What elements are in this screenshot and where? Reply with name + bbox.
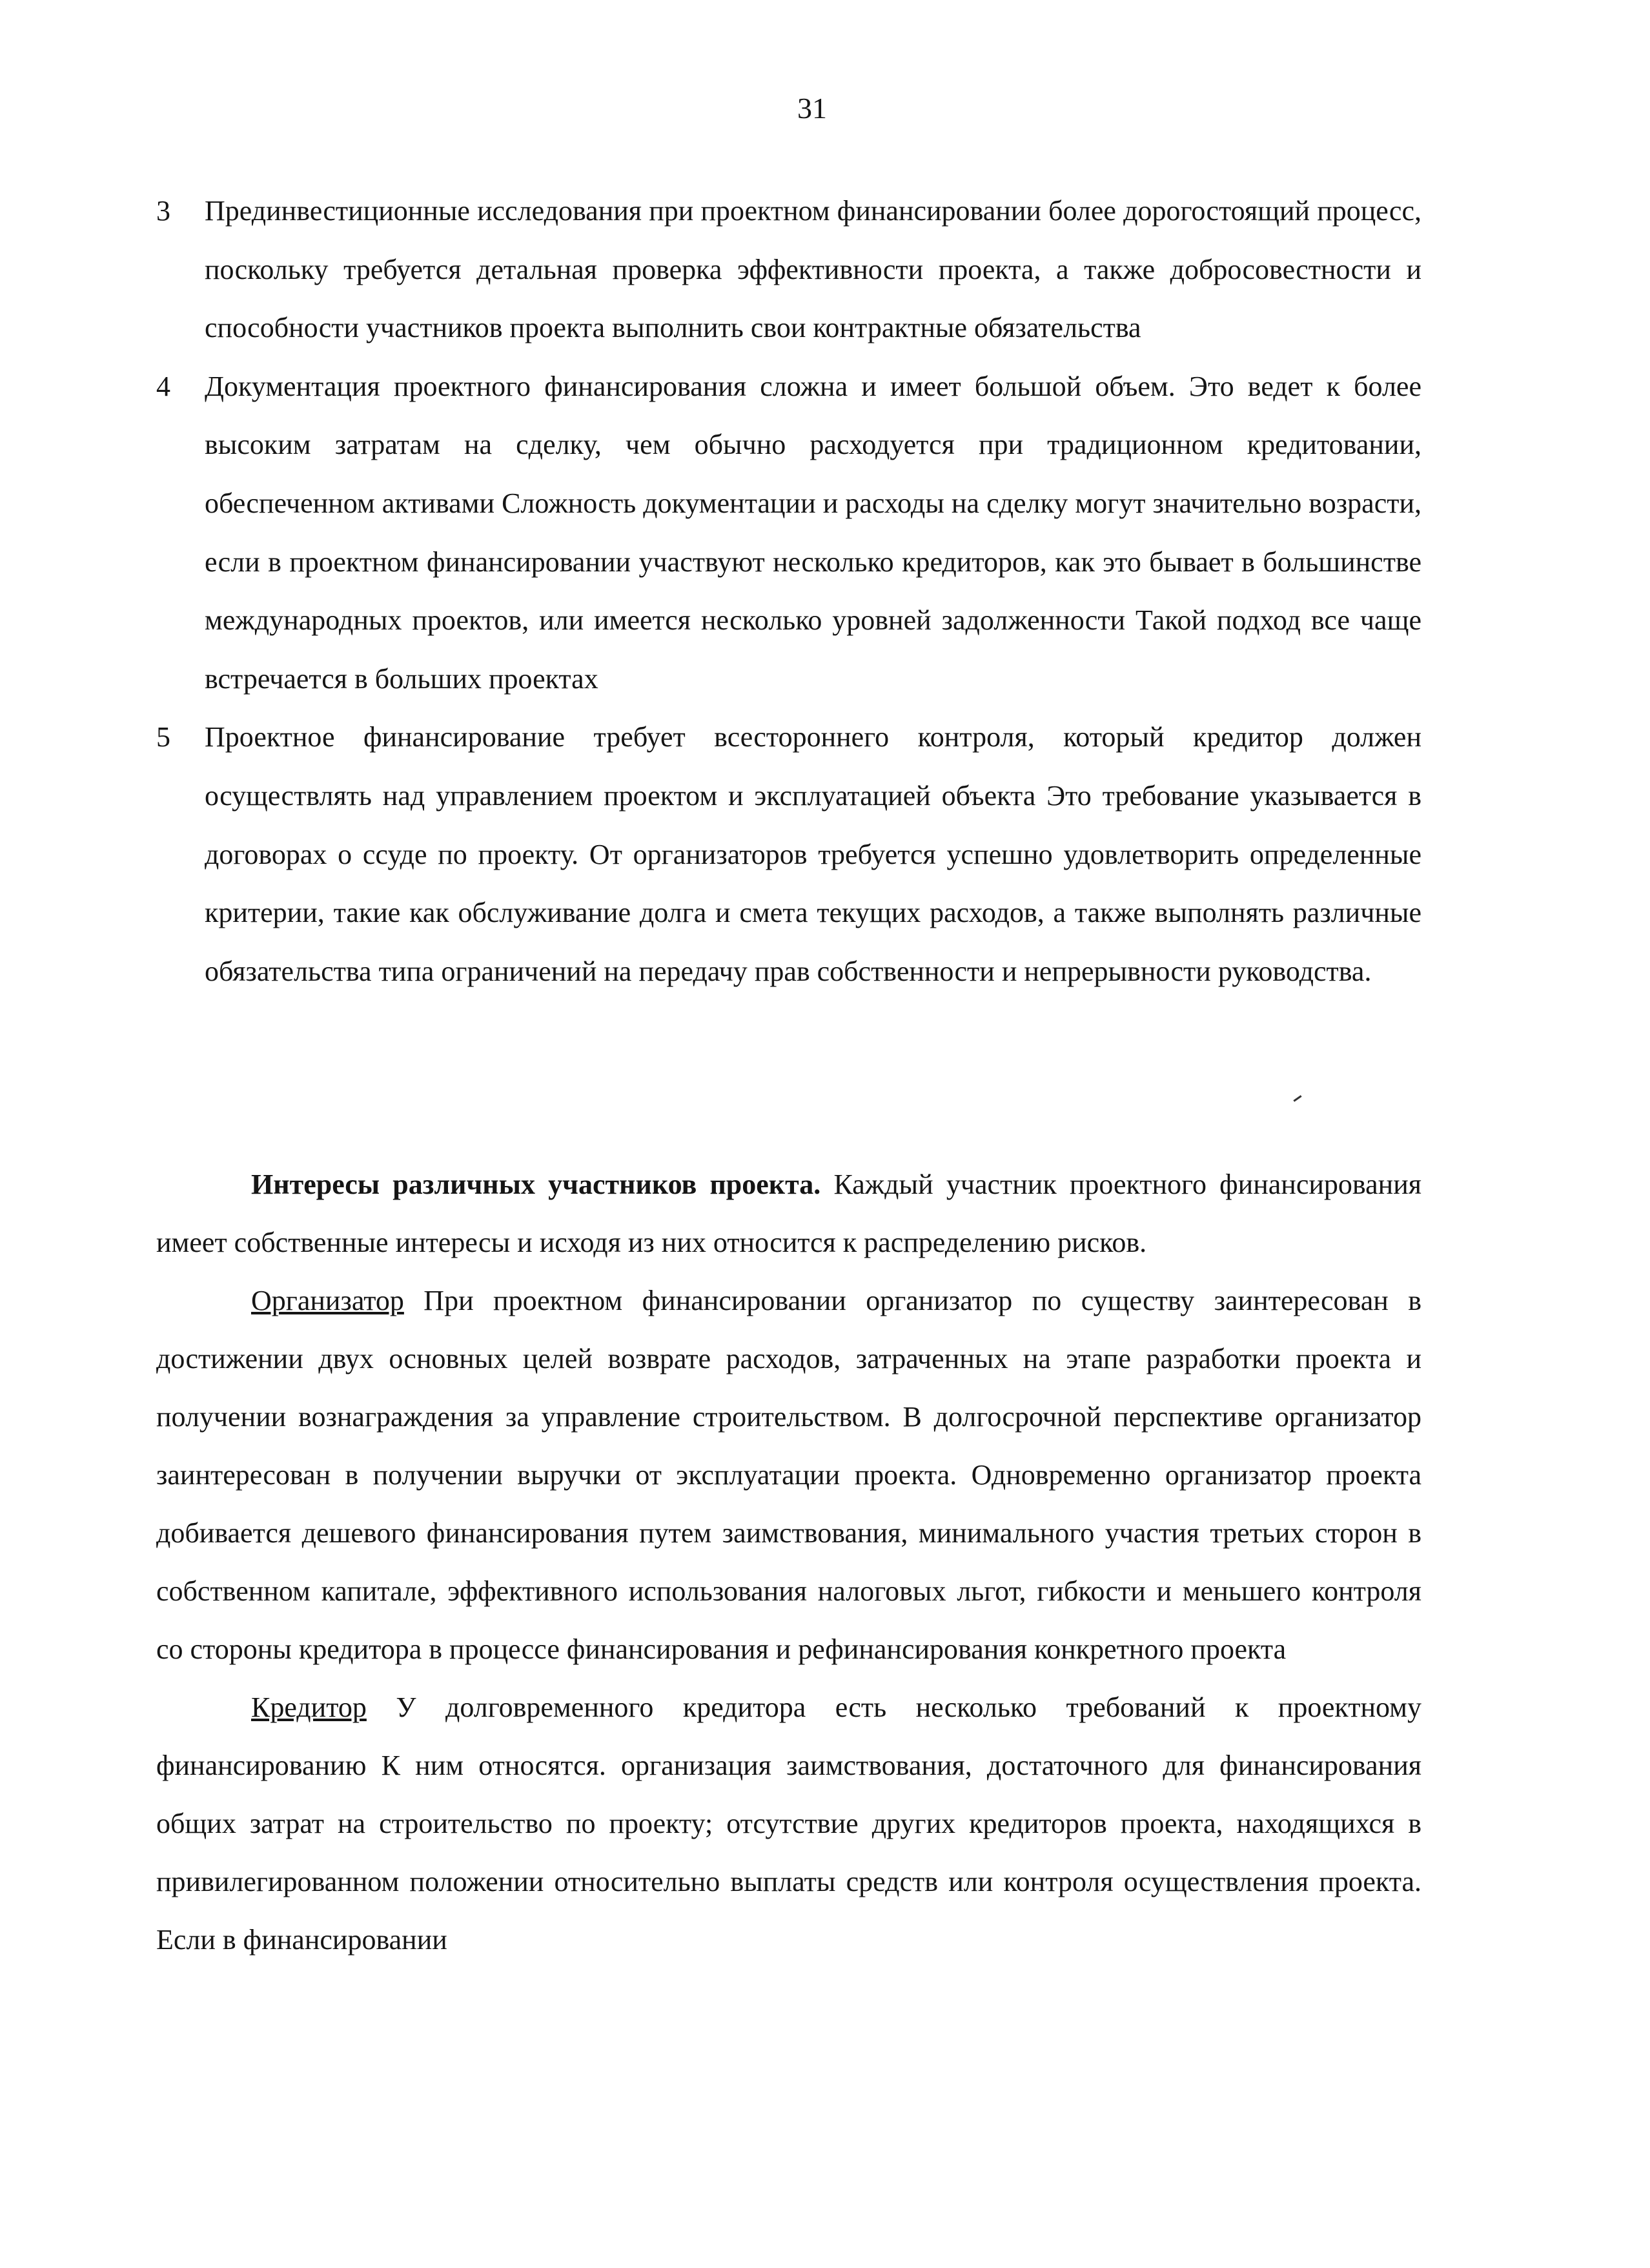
list-item-number: 5 [156,721,170,753]
section-heading: Интересы различных участников проекта. [251,1169,821,1200]
paragraph-text: При проектном финансировании организатор по существу заинтересован в достижении двух основных целей возврате расходов, затраченных на этапе разработки проекта и получении вознаграждения за управление строительством. В долгосрочной перспективе организатор заинтересован в получении выручки от эксплуатации проекта. Одновременно организатор проекта добивается дешевого финансирования путем заимствования, минимального участия третьих сторон в собственном капитале, эффективного использования налоговых льгот, гибкости и меньшего контроля со стороны кредитора в процессе финансирования и рефинансирования конкретного проекта [156,1285,1421,1665]
paragraph-text: Каждый участник проектного финансирования имеет собственные интересы и исходя из них относится к распределению рисков. [156,1169,1421,1258]
list-item-text: Проектное финансирование требует всестороннего контроля, который кредитор должен осуществлять над управлением проектом и эксплуатацией объекта Это требование указывается в договорах о ссуде по проекту. От организаторов требуется успешно удовлетворить определенные критерии, такие как обслуживание долга и смета текущих расходов, а также выполнять различные обязательства типа ограничений на передачу прав собственности и непрерывности руководства. [205,721,1421,987]
paragraph-text: У долговременного кредитора есть несколько требований к проектному финансированию К ним относятся. организация заимствования, достаточного для финансирования общих затрат на строительство по проекту; отсутствие других кредиторов проекта, находящихся в привилегированном положении относительно выплаты средств или контроля осуществления проекта. Если в финансировании [156,1691,1421,1956]
paragraph-creditor [156,1679,1421,1969]
term-organizer: Организатор [251,1285,404,1316]
term-creditor: Кредитор [251,1691,367,1723]
list-item-text: Прединвестиционные исследования при проектном финансировании более дорогостоящий процесс, поскольку требуется детальная проверка эффективности проекта, а также добросовестности и способности участников проекта выполнить свои контрактные обязательства [205,195,1421,344]
list-item-number: 4 [156,370,170,402]
paragraph-participants-interests [156,1156,1421,1272]
body-text [156,1156,1421,1969]
list-item [156,358,1421,709]
stray-ink-mark [1293,1095,1301,1101]
paragraph-organizer [156,1272,1421,1679]
page-number: 31 [797,92,827,125]
numbered-list [156,182,1421,1001]
list-item-number: 3 [156,195,170,227]
list-item [156,182,1421,358]
list-item-text: Документация проектного финансирования сложна и имеет большой объем. Это ведет к более высоким затратам на сделку, чем обычно расходуется при традиционном кредитовании, обеспеченном активами Сложность документации и расходы на сделку могут значительно возрасти, если в проектном финансировании участвуют несколько кредиторов, как это бывает в большинстве международных проектов, или имеется несколько уровней задолженности Такой подход все чаще встречается в больших проектах [205,370,1421,695]
list-item [156,708,1421,1001]
